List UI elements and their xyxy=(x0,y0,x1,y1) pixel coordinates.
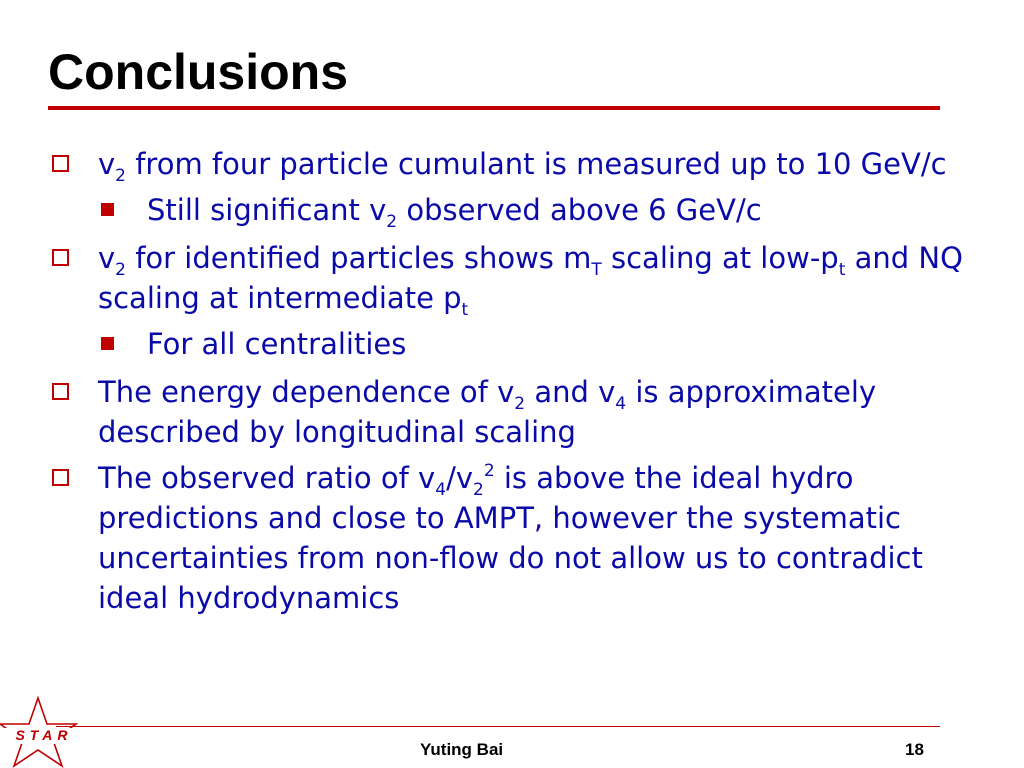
hollow-square-bullet-icon xyxy=(52,249,69,266)
slide-title: Conclusions xyxy=(48,44,349,100)
hollow-square-bullet-icon xyxy=(52,469,69,486)
page-number: 18 xyxy=(905,740,924,759)
subscript: T xyxy=(591,260,602,280)
text-run: v xyxy=(98,241,116,275)
text-run: Still significant v xyxy=(147,193,387,227)
sub-bullet-item xyxy=(99,324,980,364)
subscript: t xyxy=(461,300,469,320)
text-run: The energy dependence of v xyxy=(98,375,515,409)
subscript: 2 xyxy=(115,260,126,280)
subscript: 2 xyxy=(115,166,126,186)
bullet-item xyxy=(50,238,980,318)
bullet-item xyxy=(50,372,980,452)
text-run: v xyxy=(98,147,116,181)
star-logo xyxy=(0,690,92,768)
bullet-list xyxy=(50,144,980,624)
text-run: for identified particles shows m xyxy=(126,241,592,275)
subscript: 2 xyxy=(386,212,398,232)
text-run: from four particle cumulant is measured up to 10 GeV/c xyxy=(126,147,947,181)
text-run: is approximately described by longitudinal scaling xyxy=(98,375,877,449)
subscript: t xyxy=(838,260,846,280)
bullet-text xyxy=(98,461,923,615)
subscript: 2 xyxy=(514,394,526,414)
bullet-text xyxy=(147,327,406,361)
bullet-item xyxy=(50,458,980,618)
bullet-text xyxy=(98,241,963,320)
text-run: scaling at low-p xyxy=(601,241,839,275)
hollow-square-bullet-icon xyxy=(52,155,69,172)
star-logo-text: STAR xyxy=(15,727,73,743)
subscript: 2 xyxy=(473,480,484,500)
text-run: The observed ratio of v xyxy=(98,461,436,495)
text-run: observed above 6 GeV/c xyxy=(397,193,762,227)
subscript: 4 xyxy=(615,394,627,414)
bullet-text xyxy=(98,147,947,186)
text-run: For all centralities xyxy=(147,327,407,361)
solid-square-bullet-icon xyxy=(101,337,114,350)
bullet-text xyxy=(98,375,876,449)
text-run: and v xyxy=(525,375,616,409)
text-run: is above the ideal hydro predictions and close to AMPT, however the systematic uncertainties from non-flow do not allow us to contradict ideal hydrodynamics xyxy=(98,461,923,615)
text-run: /v xyxy=(446,461,473,495)
footer-divider xyxy=(56,726,940,727)
text-run: and NQ scaling at intermediate p xyxy=(98,241,963,315)
title-underline xyxy=(48,106,940,110)
hollow-square-bullet-icon xyxy=(52,383,69,400)
subscript: 4 xyxy=(435,480,447,500)
footer-author: Yuting Bai xyxy=(420,740,504,759)
superscript: 2 xyxy=(483,461,495,481)
solid-square-bullet-icon xyxy=(101,203,114,216)
bullet-text xyxy=(147,193,762,232)
bullet-item xyxy=(50,144,980,184)
sub-bullet-item xyxy=(99,190,980,230)
